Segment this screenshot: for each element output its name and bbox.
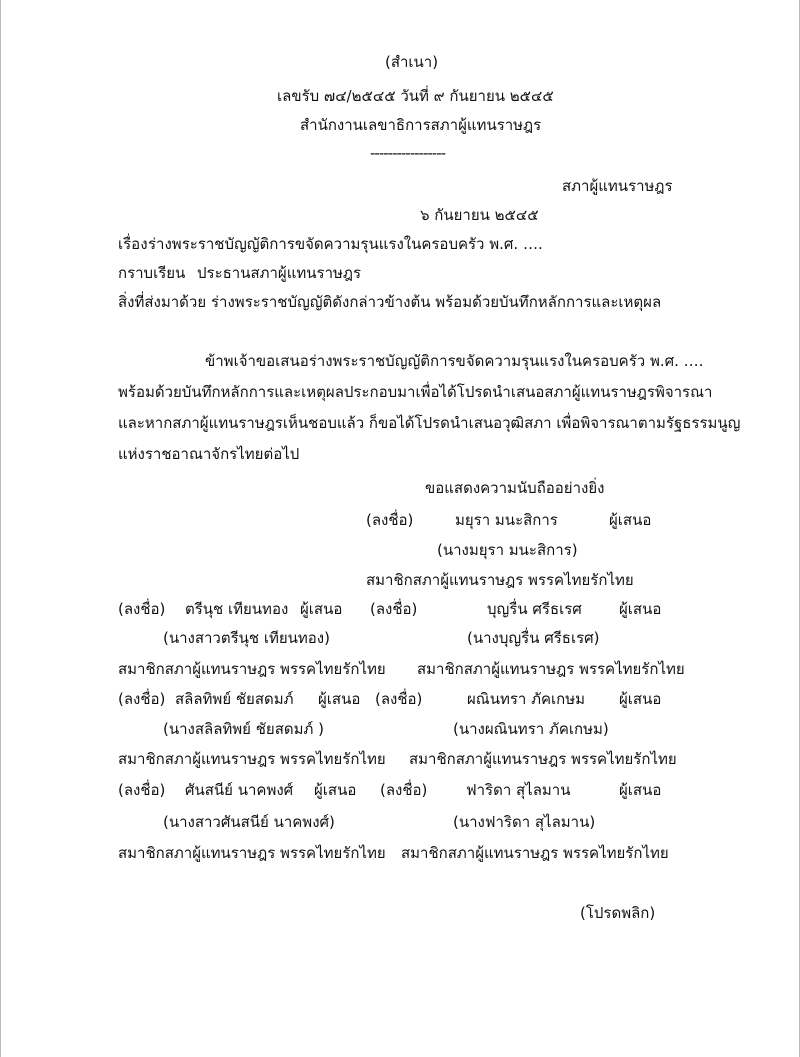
sign-label: (ลงชื่อ) [370, 600, 418, 618]
signer-name-main: (นางมยุรา มนะสิการ) [437, 541, 578, 559]
signer-position-right: สมาชิกสภาผู้แทนราษฎร พรรคไทยรักไทย [401, 844, 669, 862]
to-label: กราบเรียน [118, 264, 186, 282]
sign-label: (ลงชื่อ) [118, 781, 166, 799]
signer-position-right: สมาชิกสภาผู้แทนราษฎร พรรคไทยรักไทย [417, 660, 685, 678]
signature-right: ฟาริดา สุไลมาน [466, 781, 571, 799]
signer-name-right: (นางบุญรื่น ศรีธเรศ) [467, 629, 600, 647]
letter-date: ๖ กันยายน ๒๕๔๕ [420, 206, 539, 224]
recipient: ประธานสภาผู้แทนราษฎร [197, 264, 362, 282]
signature-left: สลิลทิพย์ ชัยสดมภ์ [175, 690, 294, 708]
sign-label: (ลงชื่อ) [118, 600, 166, 618]
role-label: ผู้เสนอ [300, 600, 343, 618]
signature-left: ตรีนุช เทียนทอง [185, 600, 289, 618]
signer-position-right: สมาชิกสภาผู้แทนราษฎร พรรคไทยรักไทย [409, 750, 677, 768]
signature-right: บุญรื่น ศรีธเรศ [487, 600, 582, 618]
sign-label: (ลงชื่อ) [366, 511, 414, 529]
body-line: ข้าพเจ้าขอเสนอร่างพระราชบัญญัติการขจัดความรุนแรงในครอบครัว พ.ศ. …. [205, 352, 704, 370]
signer-name-right: (นางฟาริดา สุไลมาน) [453, 813, 596, 831]
sign-label: (ลงชื่อ) [118, 690, 166, 708]
signer-name-left: (นางสาวตรีนุช เทียนทอง) [163, 629, 330, 647]
subject: ร่างพระราชบัญญัติการขจัดความรุนแรงในครอบครัว พ.ศ. …. [148, 235, 543, 253]
signature-left: ศันสนีย์ นาคพงศ์ [185, 781, 294, 799]
receipt-number: เลขรับ ๗๔/๒๕๔๕ วันที่ ๙ กันยายน ๒๕๔๕ [277, 87, 554, 105]
office-name: สำนักงานเลขาธิการสภาผู้แทนราษฎร [300, 116, 542, 134]
signer-position-left: สมาชิกสภาผู้แทนราษฎร พรรคไทยรักไทย [118, 844, 386, 862]
role-label: ผู้เสนอ [318, 690, 361, 708]
signer-name-left: (นางสาวศันสนีย์ นาคพงศ์) [163, 813, 335, 831]
scan-edge-left [0, 0, 1, 1057]
signer-position-left: สมาชิกสภาผู้แทนราษฎร พรรคไทยรักไทย [118, 750, 386, 768]
signer-position-main: สมาชิกสภาผู้แทนราษฎร พรรคไทยรักไทย [366, 571, 634, 589]
signer-position-left: สมาชิกสภาผู้แทนราษฎร พรรคไทยรักไทย [118, 660, 386, 678]
closing: ขอแสดงความนับถืออย่างยิ่ง [425, 479, 605, 497]
role-label: ผู้เสนอ [609, 511, 652, 529]
body-line: พร้อมด้วยบันทึกหลักการและเหตุผลประกอบมาเพื่อได้โปรดนำเสนอสภาผู้แทนราษฎรพิจารณา [118, 383, 713, 401]
role-label: ผู้เสนอ [314, 781, 357, 799]
role-label: ผู้เสนอ [619, 690, 662, 708]
body-line: และหากสภาผู้แทนราษฎรเห็นชอบแล้ว ก็ขอได้โปรดนำเสนอวุฒิสภา เพื่อพิจารณาตามรัฐธรรมนูญ [118, 414, 741, 432]
body-line: แห่งราชอาณาจักรไทยต่อไป [118, 445, 300, 463]
header-divider: ----------------- [370, 144, 446, 162]
subject-label: เรื่อง [118, 235, 148, 253]
enclosure: ร่างพระราชบัญญัติดังกล่าวข้างต้น พร้อมด้วยบันทึกหลักการและเหตุผล [211, 293, 662, 311]
sign-label: (ลงชื่อ) [375, 690, 423, 708]
signer-name-left: (นางสลิลทิพย์ ชัยสดมภ์ ) [163, 720, 324, 738]
enclosure-label: สิ่งที่ส่งมาด้วย [118, 293, 207, 311]
sign-label: (ลงชื่อ) [380, 781, 428, 799]
signer-name-right: (นางผณินทรา ภัคเกษม) [453, 720, 609, 738]
role-label: ผู้เสนอ [619, 600, 662, 618]
signature-right: ผณินทรา ภัคเกษม [467, 690, 586, 708]
copy-mark: (สำเนา) [385, 53, 439, 71]
role-label: ผู้เสนอ [619, 781, 662, 799]
signature-main: มยุรา มนะสิการ [455, 511, 558, 529]
turn-page-note: (โปรดพลิก) [580, 904, 656, 922]
sender: สภาผู้แทนราษฎร [562, 177, 673, 195]
